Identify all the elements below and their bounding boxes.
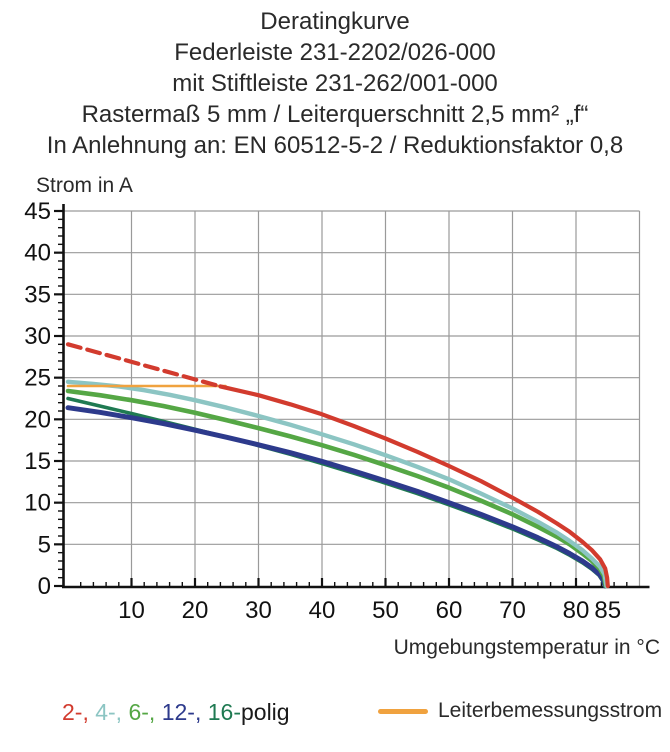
rated-current-legend xyxy=(378,699,662,723)
legend-pole-label: 16- xyxy=(207,699,241,725)
svg-text:30: 30 xyxy=(245,597,272,624)
svg-text:5: 5 xyxy=(37,531,51,559)
curve-4-polig xyxy=(68,382,607,586)
y-tick-labels xyxy=(24,198,51,600)
title-line-4: Rastermaß 5 mm / Leiterquerschnitt 2,5 mm² „f“ xyxy=(81,101,589,128)
curve-16-polig xyxy=(68,399,605,587)
svg-text:0: 0 xyxy=(37,573,51,600)
curve-2-polig xyxy=(220,386,607,586)
x-axis-title: Umgebungstemperatur in °C xyxy=(393,636,660,659)
legend-pole-label: 6-, xyxy=(128,699,162,725)
title-line-2: Federleiste 231-2202/026-000 xyxy=(174,39,496,66)
title-line-1: Deratingkurve xyxy=(260,8,410,35)
svg-text:70: 70 xyxy=(499,597,526,624)
svg-text:15: 15 xyxy=(24,448,51,476)
svg-text:20: 20 xyxy=(181,597,209,624)
rated-current-label: Leiterbemessungsstrom xyxy=(438,699,663,722)
svg-text:35: 35 xyxy=(24,281,51,309)
svg-text:20: 20 xyxy=(24,406,51,434)
svg-text:10: 10 xyxy=(24,489,51,517)
curve-12-polig xyxy=(68,408,605,586)
svg-text:40: 40 xyxy=(308,597,336,624)
svg-text:45: 45 xyxy=(24,198,51,226)
poles-legend xyxy=(62,699,290,726)
x-tick-labels xyxy=(118,597,621,624)
axes xyxy=(62,204,650,588)
svg-text:85: 85 xyxy=(594,597,622,624)
legend-row xyxy=(0,697,670,731)
legend-pole-label: polig xyxy=(240,699,290,725)
legend-pole-label: 12-, xyxy=(161,699,208,725)
title-line-3: mit Stiftleiste 231-262/001-000 xyxy=(172,70,498,97)
legend-pole-label: 2-, xyxy=(62,699,96,725)
svg-text:30: 30 xyxy=(24,323,51,351)
legend-pole-label: 4-, xyxy=(95,699,129,725)
curve-2-polig-oberhalb-leiterbemessungsstrom- xyxy=(68,344,220,386)
svg-text:40: 40 xyxy=(24,239,51,267)
svg-text:80: 80 xyxy=(562,597,590,624)
rated-current-line-swatch xyxy=(378,709,428,714)
svg-text:50: 50 xyxy=(372,597,399,624)
title-line-5: In Anlehnung an: EN 60512-5-2 / Reduktionsfaktor 0,8 xyxy=(46,132,624,159)
y-axis-title: Strom in A xyxy=(36,174,133,197)
svg-text:25: 25 xyxy=(24,364,51,392)
svg-text:10: 10 xyxy=(118,597,145,624)
svg-text:60: 60 xyxy=(435,597,463,624)
